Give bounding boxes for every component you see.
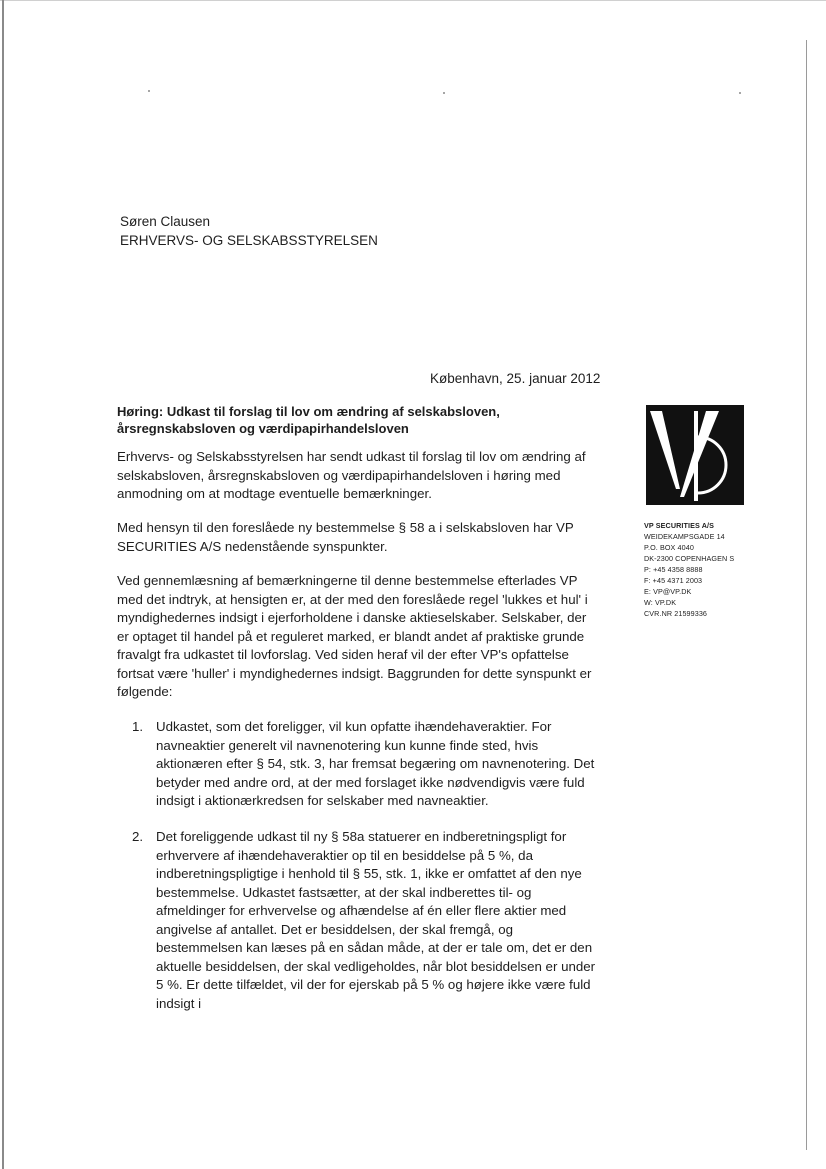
letterhead-line: E: VP@VP.DK: [644, 587, 692, 596]
vp-logo-mark: [646, 405, 744, 505]
letterhead-line: DK-2300 COPENHAGEN S: [644, 554, 735, 563]
date-line: København, 25. januar 2012: [430, 371, 601, 386]
recipient-name: Søren Clausen: [120, 214, 211, 229]
letterhead-line: F: +45 4371 2003: [644, 576, 703, 585]
letterhead-line: CVR.NR 21599336: [644, 609, 708, 618]
list-item-text: Udkastet, som det foreligger, vil kun opfatte ihændehaveraktier. For navneaktier generelt vil navnenotering kun kunne finde sted, hvis aktionæren efter § 54, stk. 3, har fremsat begæring om navnenotering. Det betyder med andre ord, at der med forslaget ikke nødvendigvis være fuld indsigt i aktionærkredsen for selskaber med navneaktier.: [156, 719, 595, 808]
recipient-organization: ERHVERVS- OG SELSKABSSTYRELSEN: [120, 233, 378, 248]
page-top-edge: [0, 0, 826, 1]
page-right-edge: [806, 40, 807, 1150]
vp-logo: [646, 405, 744, 505]
letterhead-company: VP SECURITIES A/S: [644, 521, 714, 530]
scan-speck: [148, 90, 150, 92]
list-item-number: 2.: [132, 829, 144, 844]
list-item-text: Det foreliggende udkast til ny § 58a statuerer en indberetningspligt for erhververe af ihændehaveraktier op til en besiddelse på 5 %, da indberetningspligtige i henhold til § 55, stk. 1, ikke er omfattet af den nye bestemmelse. Udkastet fastsætter, at der skal indberettes til- og afmeldinger for erhvervelse og afhændelse af én eller flere aktier med angivelse af antallet. Det er besiddelsen, der skal fremgå, og bestemmelsen kan læses på en sådan måde, at der er tale om, det er den aktuelle besiddelsen, der skal vedligeholdes, når blot besiddelsen er under 5 %. Er dette tilfældet, vil der for ejerskab på 5 % og højere ikke være fuld indsigt i: [156, 829, 596, 1011]
list-item-number: 1.: [132, 719, 144, 734]
paragraph-position: Med hensyn til den foreslåede ny bestemmelse § 58 a i selskabsloven har VP SECURITIES A/S nedenstående synspunkter.: [117, 520, 574, 554]
recipient-block: [120, 212, 378, 250]
letterhead-line: W: VP.DK: [644, 598, 677, 607]
scan-speck: [739, 92, 741, 94]
letterhead-line: WEIDEKAMPSGADE 14: [644, 532, 725, 541]
paragraph-background: Ved gennemlæsning af bemærkningerne til denne bestemmelse efterlades VP med det indtryk, at hensigten er, at der med den foreslåede regel 'lukkes et hul' i myndighedernes indsigt i ejerforholdene i danske aktieselskaber. Selskaber, der er optaget til handel på et reguleret marked, er blandt andet af praktiske grunde fravalgt fra udkastet til lovforslag. Ved siden heraf vil der efter VP's opfattelse fortsat være 'huller' i myndighedernes indsigt. Baggrunden for dette synspunkt er følgende:: [117, 573, 592, 699]
letterhead-line: P: +45 4358 8888: [644, 565, 703, 574]
letterhead-address: [644, 520, 734, 619]
page-left-edge: [2, 0, 4, 1169]
letterhead-line: P.O. BOX 4040: [644, 543, 694, 552]
subject-heading: Høring: Udkast til forslag til lov om ændring af selskabsloven, årsregnskabsloven og værdipapirhandelsloven: [117, 404, 500, 436]
scan-speck: [443, 92, 445, 94]
paragraph-intro: Erhvervs- og Selskabsstyrelsen har sendt udkast til forslag til lov om ændring af selskabsloven, årsregnskabsloven og værdipapirhandelsloven i høring med anmodning om at modtage eventuelle bemærkninger.: [117, 449, 586, 501]
